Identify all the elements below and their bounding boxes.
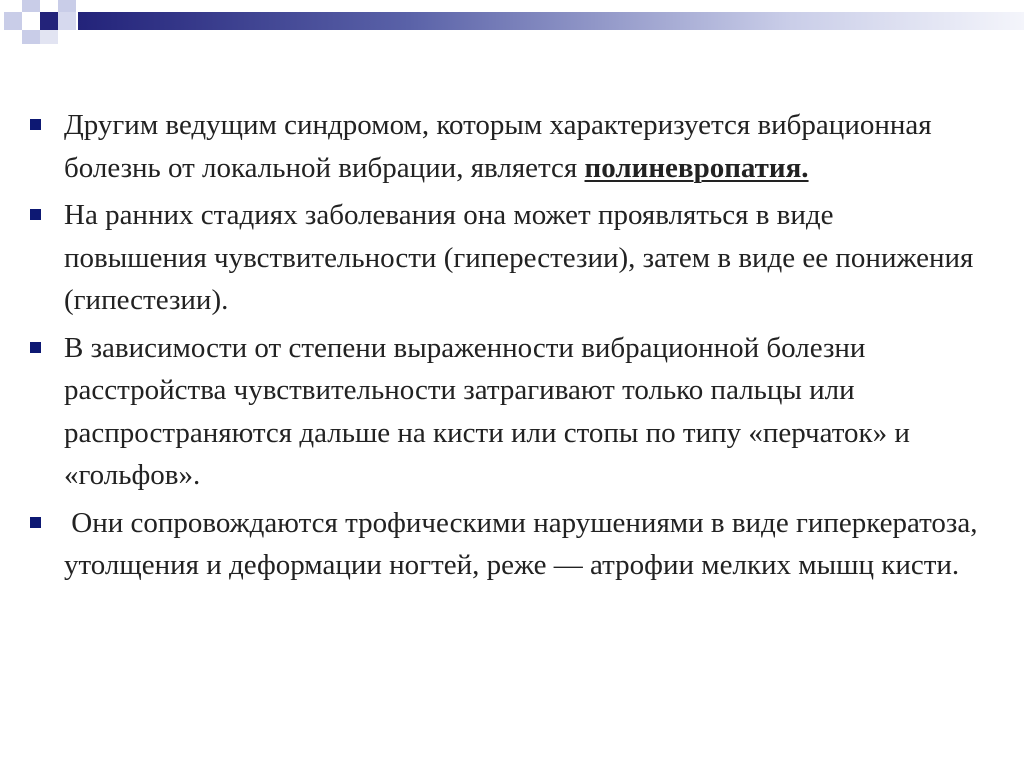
deco-square bbox=[58, 0, 76, 12]
deco-square bbox=[22, 30, 40, 44]
header-gradient-bar bbox=[78, 12, 1024, 30]
bullet-text: На ранних стадиях заболевания она может проявляться в виде повышения чувствительности (гиперестезии), затем в виде ее понижения (гипестезии). bbox=[64, 199, 974, 316]
deco-square bbox=[58, 12, 76, 30]
deco-square bbox=[40, 12, 58, 30]
bullet-text: Они сопровождаются трофическими нарушениями в виде гиперкератоза, утолщения и деформации ногтей, реже — атрофии мелких мышц кисти. bbox=[64, 506, 985, 581]
bullet-item bbox=[30, 327, 980, 497]
bullet-item bbox=[30, 104, 980, 189]
square-bullet-icon bbox=[30, 209, 41, 220]
deco-square bbox=[40, 30, 58, 44]
bullet-item bbox=[30, 502, 985, 587]
header-decoration bbox=[0, 0, 1024, 60]
bullet-text: В зависимости от степени выраженности вибрационной болезни расстройства чувствительности затрагивают только пальцы или распространяются дальше на кисти или стопы по типу «перчаток» и «гольфов». bbox=[64, 331, 910, 491]
deco-square bbox=[4, 12, 22, 30]
deco-square bbox=[22, 0, 40, 12]
bullet-list bbox=[30, 104, 985, 592]
square-bullet-icon bbox=[30, 517, 41, 528]
bullet-item bbox=[30, 194, 980, 322]
square-bullet-icon bbox=[30, 119, 41, 130]
bullet-text: Другим ведущим синдромом, которым характеризуется вибрационная болезнь от локальной вибрации, является bbox=[64, 109, 932, 184]
bullet-emphasis: полиневропатия. bbox=[584, 151, 809, 184]
square-bullet-icon bbox=[30, 342, 41, 353]
